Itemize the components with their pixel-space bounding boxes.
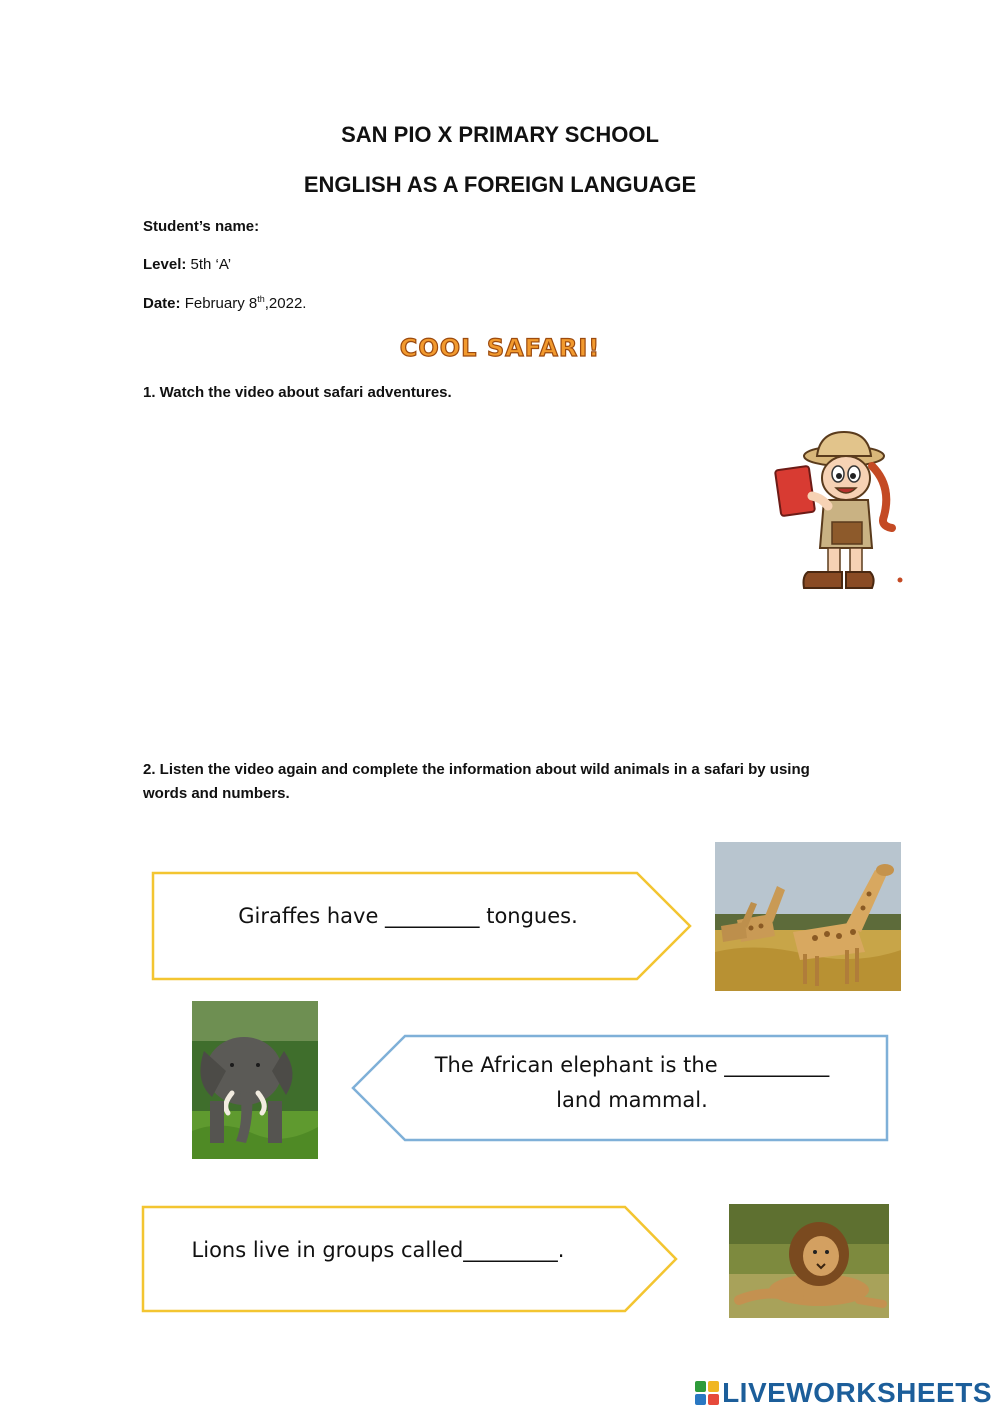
student-name-field [143,218,259,235]
question-1: 1. Watch the video about safari adventures. [143,384,452,401]
giraffe-sentence[interactable]: Giraffes have _________ tongues. [238,904,578,928]
date-value-year: ,2022. [264,295,307,312]
explorer-girl-illustration [772,426,907,596]
liveworksheets-text: LIVEWORKSHEETS [722,1377,992,1408]
lion-sentence[interactable]: Lions live in groups called_________. [191,1238,565,1262]
level-label: Level: [143,256,187,273]
level-field [143,256,231,273]
elephant-sentence[interactable] [392,1048,872,1118]
date-label: Date: [143,295,181,312]
date-value-main: February 8 [184,295,258,312]
elephant-sentence-line-2: land mammal. [556,1088,708,1112]
elephant-sentence-line-1: The African elephant is the __________ [434,1053,830,1077]
giraffe-photo [715,842,901,991]
liveworksheets-brand[interactable] [694,1377,992,1409]
date-field [143,294,306,312]
student-name-label: Student’s name: [143,218,260,235]
date-ordinal: th [257,294,265,304]
cool-safari-banner [0,334,1000,362]
level-value: 5th ‘A’ [190,256,232,273]
subject-title: ENGLISH AS A FOREIGN LANGUAGE [303,172,697,197]
lion-photo [729,1204,889,1318]
question-2: 2. Listen the video again and complete the information about wild animals in a safari by using words and numbers. [143,761,810,802]
elephant-photo [192,1001,318,1159]
liveworksheets-logo-icon [694,1380,720,1406]
school-title: SAN PIO X PRIMARY SCHOOL [341,122,659,147]
cool-safari-text: COOL SAFARI! [399,334,601,362]
